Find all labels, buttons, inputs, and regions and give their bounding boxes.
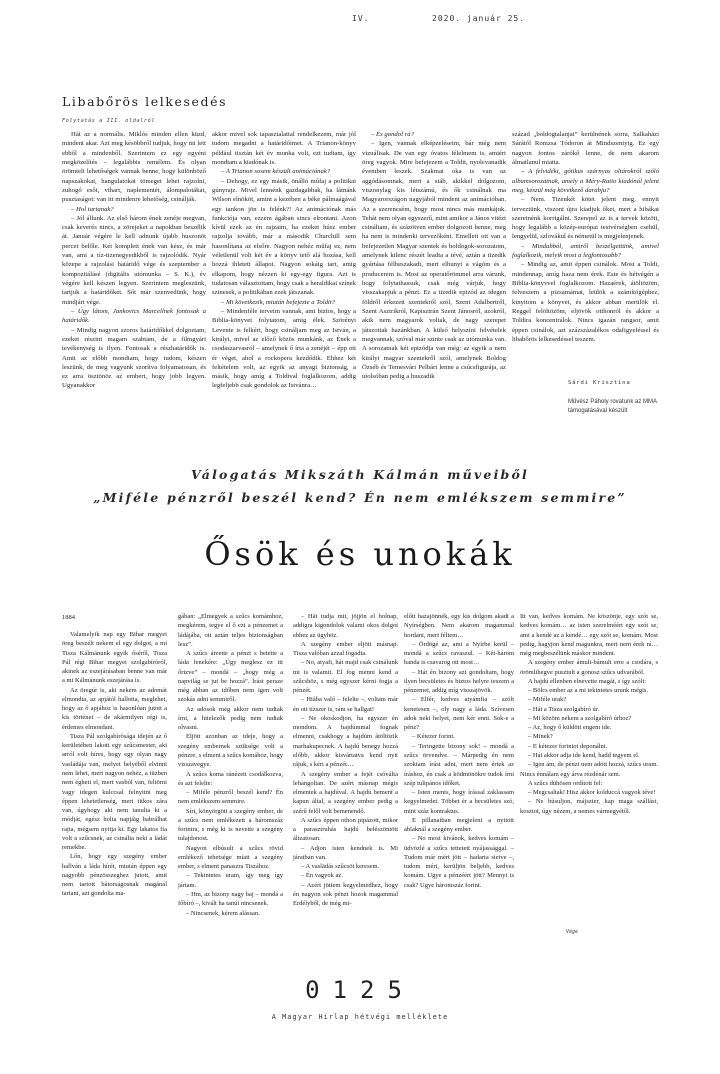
- paragraph: A szegény ember a fejét csóválta lehangoltan. De azért másnap mégis elmentek a hajdúval. A hajdú bement a kapun által, a szegény ember pedig a szérű felől volt bemenendő.: [293, 770, 398, 815]
- paragraph: A szűcs éppen othon pipázott, mikor a parasztruhás hajdú belészöntött álizatosan.: [293, 816, 398, 843]
- page-number-header: IV.: [352, 14, 370, 23]
- paragraph: – Dehogy, ez egy másik, önálló műfaj a politikai gúnyrajz. Mivel lennénk gazdagabbak, ha látnánk Wilson elnököt, amint a kezében a béke pálmaágával egy tankon jön is felénk?! Az animációnak más funkciója van, ezzem ágában sincs elrontani. Azon kívül ezek az én rajzaim, ha ezeket húsz ember rajzolja tovább, már a második Churchill sem hasonlítana az elsőre. Nagyon nehéz műfaj ez, nem véletlenül volt két év a könyv tető alá hozása, kell hozzá ihletett állapot. Nagyon sokáig tart, amig elkapom, hogy nézzen ki egy-egy figura. Azt is tudatosan választottam, hogy csak a heraldikai színek szinesek, a politikában ezek játszanak.: [212, 177, 356, 297]
- supplement-name: A Magyar Hírlap hétvégi melléklete: [271, 1013, 449, 1021]
- paragraph: – Úgy látom, Jankovics Marcellnek fontosak a határidők.: [62, 307, 206, 325]
- paragraph: Sírt, könyörgött a szegény ember, de a szűcs nem emlékezett a háromszáz forintra, s még ki is nevette a szegény tulajdonost.: [178, 807, 283, 843]
- page-number: 0125: [305, 976, 415, 1004]
- story-title: Ősök és unokák: [204, 535, 516, 573]
- paragraph: Tisza Pál szolgabírósága idején az ő kerületében lakott egy szűcsmester, aki arról volt híres, hogy egy olyan nagy vasládája van, melyet helyéből elvinni nem lehet, mert nagyon nehéz, a tüzben nem égheti el, mert vasból van, feltörni vagy idegen kulccsal felnyitni meg éppen lehetetlenség, mert titkos zára van, úgyhogy aki nem tanulta ki a módját, egész holta napjáig babrálhat rajta, mégsem nyitja ki. Egy lakatos fia volt a szűcsnek, az csinálta neki a ládát remekbe.: [62, 732, 167, 852]
- paragraph: – Ördögé az, ami a Nyírbe kerül – mondá a szűcs ravaszul. – Két-három banda is csavarog ott most…: [404, 640, 514, 667]
- paragraph: A szegény ember ámult-bámult erre a csodára, s örömlihegve pusztult a gonosz szűcs udvarából.: [520, 659, 658, 676]
- paragraph: – Tekintetes uram, így meg így jártam.: [178, 872, 283, 889]
- paragraph: – Hm, az bizony nagy baj – mondá a főbíró –, kivált ha tanúi nincsenek.: [178, 890, 283, 908]
- issue-date: 2020. január 25.: [432, 14, 526, 23]
- paragraph: – Igen ám, de pénzt nem adott hozzá, szűcs uram. Nincs énnálam egy árva rézdénár sem.: [520, 761, 658, 778]
- continuation-note: Folytatás a III. oldalról: [62, 118, 156, 124]
- story-year: 1884: [62, 614, 75, 621]
- paragraph: – Teringette bizony sok! – mondá a szűcs örvendve. – Márpedig én nem szoktam írást adni, mert nem értek az íráshoz, én csak a ködmönökre tudok írni szép tulipános ídőket.: [404, 742, 514, 787]
- paragraph: – Az, hogy ő küldött engem ide.: [528, 724, 612, 732]
- paragraph: Eljött azonban az ideje, hogy a szegény embernek szüksége volt a pénzre, s elment a szűcs komához, hogy visszavegye.: [178, 733, 283, 769]
- paragraph: – Ne okoskodjon, ha egyszer én mondom. A hajdúmmal fognak elmenni, csakhogy a hajdúm átöltözik marhakupecnek. A hajdú benegy hozzá előbb, akkor kisvártatva kend nyit rájuk, s kéri a pénzét…: [293, 714, 398, 769]
- paragraph: Az öregúr is, aki nekem az adomát elmondta, az apjától hallotta, meglehet, hogy az ő apjához is hasonlóan jutott a kis történet – de akármilyen régi is, érdemes elmondani.: [62, 686, 167, 731]
- paragraph: A szűcs dühösen ordított fel:: [528, 779, 603, 787]
- article-column: [512, 130, 659, 375]
- paragraph: A szűcs átvette a pénzt s betette a láda fenekére: „Úgy meglesz ez itt őrizve” – mondá – „hogy még a napvilág se jut be hozzá”. Írást persze még abban az időben nem igen volt szokás adni semmiről.: [178, 650, 283, 704]
- paragraph: előtt hazajönnék, egy kis dolgom akadt a Nyírségben. Nem akarom magammal hordani, mert féltem…: [404, 613, 514, 639]
- story-end-signature: Vége: [566, 929, 579, 935]
- paragraph: – Mindenféle terveim vannak, ami biztos, hogy a Biblia-könyvet folytatom, amig élek. Szörényi Levente is felkért, hogy csináljam meg az István, a királyt, mivel az előző közös munkánk, az Ének a csodaszarvasról – amelynek ő írta a zenéjét – épp ott ér véget, ahol a rockopera kezdődik. Ehhez két feltételem volt, az egyik az anyagi biztonság, a másik, hogy amíg a Toldival foglalkozom, addig legfeljebb csak gondolok az Istvánra…: [212, 307, 356, 390]
- paragraph: – És gondol rá?: [371, 131, 414, 138]
- paragraph: – Mi következik, miután befejezte a Toldit?: [221, 298, 335, 306]
- paragraph: – Hát én bizony azt gondoltam, hogy ilyen becsületes és biztos helyre teszem a pénzemet, addig míg visszajövök.: [404, 668, 514, 695]
- paragraph: A szűcs koma ránézett csodálkozva, és azt felelte:: [178, 770, 283, 787]
- credit-line: Művész Páholy rovatunk az MMA támogatásával készült: [568, 399, 657, 414]
- paragraph: – Mindig nagyon szoros határidőkkel dolgoztam, ezeket részint magam szabtam, de a filmgyári tevékenység is ilyen. Fontosak a részhatáridők is. Amit az előbb mondtam, hogy tudom, készen leszünk, de meg vagyunk szorítva folyamatosan, és ez arra ösztönöz az embert, hogy jobb legyen. Ugyanakkor: [62, 326, 206, 390]
- paragraph: – Minek?: [528, 733, 553, 741]
- paragraph: – Adjon isten kendnek is. Mi járatban van.: [293, 844, 398, 861]
- paragraph: akkor mivel sok tapasztalattal rendelkezem, már jól tudom megadni a határidőimet. A Trianon-könyv például tisztán két év munka volt, ezt tudtam, így mondtam a kiadónak is.: [212, 131, 356, 166]
- paragraph: – Én vagyok az.: [301, 872, 343, 880]
- author-name: Sárdi Krisztina: [568, 380, 631, 386]
- paragraph: – A felvidéki, gótikus szárnyas oltárokról szóló albumsorozatnak, amely a Méry-Ratio kiadónál jelent meg, készül még következő darabja?: [512, 168, 659, 194]
- story-column: [404, 612, 514, 942]
- paragraph: Lőn, hogy egy szegény ember hallván a láda hírét, miután éppen egy nagyobb pénzösszeghez jutott, amit nem tartott bátorságosnak magánál tartani, azt gondolta ma-: [62, 853, 167, 898]
- paragraph: Az adósok még akkor nem tudtak írni, a hitelezők pedig nem tudtak olvasni.: [178, 705, 283, 732]
- paragraph: Valamelyik nap egy Bihar megyei öreg beszélt nekem el egy dolgot, a mi Tisza Kálmánunk egyik őséről, Tisza Pál régi Bihar megyei szolgabíróról, akinek az eszejárásaban benne van már a mi Kálmánunk eszejárása is.: [62, 631, 167, 685]
- paragraph: – Azért jöttem kegyelmedhez, hogy én nagyon sok pénzt hozok magammal Erdélyből, de még mi-: [293, 881, 398, 908]
- story-column: [62, 630, 167, 942]
- paragraph: gában: „Elmegyek a szűcs komámhoz, megkérem, tegye el ő ezt a pénzemet a ládájába, ott aztán teljes biztonságban lesz”.: [178, 613, 283, 648]
- story-column: [520, 612, 658, 924]
- paragraph: – No, atyafi, hát majd csak csinálunk mi is valamit. El fog menni kend a szűcshöz, s még egyszer kérni fogja a pénzét.: [293, 659, 398, 695]
- series-title: Válogatás Mikszáth Kálmán műveiből: [191, 467, 529, 482]
- paragraph: – Mi közöm nekem a szolgabíró úrhoz?: [528, 714, 632, 722]
- article-column: [212, 130, 356, 390]
- paragraph: – Hát akkor adja ide kend, hadd tegyem el.: [528, 751, 640, 759]
- story-column: [178, 612, 283, 942]
- paragraph: – A Trianon sosem készült animációnak?: [221, 168, 331, 176]
- paragraph: – Miféle urak?: [528, 696, 567, 704]
- paragraph: Hát az a normális. Miklós minden ellen küzd, mindent akar. Azt meg késöbbről tudjuk, hogy mi lett ebből a mindenből. Szerintem ez egy egyéni megközelítés – legalábbis remélem. És olyan örömteli lehetőségek vannak benne, hogy különböző napszakokat, hangulatokat tömeget lehet rajzolni, zuhogó esőt, vihart, naplementét, álompalotákat, pusztaságot: van itt mindenre lehetőség, csinálják.: [62, 131, 206, 204]
- paragraph: – Hiába való – felelte –, voltam már én ott tízszer is, rám se hallgat!: [293, 696, 398, 713]
- series-subtitle: „Miféle pénzről beszél kend? Én nem emlékszem semmire”: [93, 490, 627, 505]
- paragraph: – Nem. Tizenkét kötet jelent meg, ennyit terveztünk, viszont újra kiadjuk őket, mert a hibákat szeretnénk korrigálni. Szerepel az is a tervek között, hogy legalább a közép-európai testvérségben csehül, lengyelül, szlovákul és németül is megjelenjenek.: [512, 196, 659, 241]
- paragraph: – Elfér, kedves atyámfia – szólt kenetesen –, oly nagy a láda. Szívesen adok neki helyet, nem kér enni. Sok-e a pénz?: [404, 696, 514, 732]
- paragraph: A szegény ember eljött másnap. Tisza valóban azzal fogadta.: [293, 640, 398, 658]
- paragraph: – Hol tartanak?: [71, 205, 114, 213]
- story-column: [293, 612, 398, 942]
- paragraph: – Isten ments, hogy írással zaklassam kegyelmedet. Többet ér a becsületes szó, mint száz kontraktus.: [404, 789, 514, 815]
- paragraph: – Mindig az, amit éppen csinálok. Most a Toldi, mindennap, amíg hazа nem érek. Este és hétvégén a Biblia-könyvvel foglalkozom. Hazaérek, átöltözöm, felveszem a pizsamámat, leülök a számítógéphez, kinyitom a könyvet, és akkor abban merülök el. Reggel felöltözöm, eljövök otthonról és akkor a Toldira koncentrálok. Nincs igazán rangsor, amit éppen csinálok, azt százszázalékos odafigyeléssel és libabőrös lelkesedéssel teszem.: [512, 261, 659, 343]
- paragraph: – Igen, vannak elképzeléseim, bár még nem vizuálisak. De van egy óvatos félelmem is, amiért öreg vagyok. Mire befejezem a Toldit, nyolcvanadik évemben leszek. Szakmai oka is van az aggódásomnak, mert a stáb, akikkel dolgozom, viszonylag kis létszámú, és ők csinálnak ma Magyarországon nagyjából mindent az animációban. Az a szerencsém, hogy most nincs más munkájuk. Tehát nem olyan egyszerű, mint amikor a János vitézt csináltam, és százötven ember dolgozott benne, meg ha nem is mindenki tervezőként. Emellett ott van a befejezetlen Magyar szentek és boldogok-sorozatom, amelynek kilenc részét leadta a tévé, aztán a tizedik gyártása félbeszakadt, mert elhunyt a vágóm és a producerem is. Most az operatőrömmel arra várunk, hogy folytathassuk, csak még várjuk, hogy visszakapjuk a pénzt. Ez a tizedik epizód az idegen földről érkezett szentekről szól, Szent Adalbertről, Szent Asztrikról, Kapisztrán Szent Jánosról, azokról, akik nem magyarok voltak, de nagy szerepet játszottak hazánkban. A külső helyszíni felvételek megvannak, szóval már szinte csak az utómunka van. A sorozatnak két epizódja van még: az egyik a nem királyi magyar szentekről szól, amelynek Boldog Özséb és Temesvári Pelbárt lenne a csúcsfigurája, az utolsóban pedig a huszadik: [362, 140, 506, 381]
- paragraph: Nagyon elbúsult a szűcs rövid emlékező tehetsége miatt a szegény ember, s elment panaszra Tiszához.: [178, 844, 283, 871]
- paragraph: A hajdú ellenben elnevette magát, s így szólt:: [528, 677, 647, 685]
- paragraph: – Megcsaltak! Hisz akkor kolduссá vagyok téve!: [528, 789, 656, 797]
- paragraph: – Jól állunk. Az első három ének zenéje megvan, csak keverés nincs, a zörejeket a napokban beszélik át. Január végére le kell adnunk újabb huszonöt percet belőle. Két komplett ének van kész, és már van, ami a tíz-tizenegyedikből is rajzolódik. Nyár közepe a rajzolási határidő vége és szeptember a kompozitálásé (digitális utómunka – S. K.), év végére kell készen legyen. Szerintem megleszünk, tartjuk a határidőket. Sőt már szenvedünk, hogy mindjárt vége.: [62, 214, 206, 306]
- paragraph: – Hát a Tisza szolgabíró úr.: [528, 705, 600, 713]
- article-column: [362, 130, 506, 390]
- paragraph: – Nincsenek, kérem alássan.: [186, 909, 260, 917]
- paragraph: – Mindabból, amiről beszélgettünk, amivel foglalkozik, melyik most a legfontosabb?: [512, 242, 659, 260]
- article-column: [62, 130, 206, 390]
- paragraph: E pillanatban megjelent a nyitott ablaknál a szegény ember.: [404, 816, 514, 834]
- paragraph: – Kétezer forint.: [412, 733, 455, 741]
- paragraph: – Hát tudja mit, jöjjön el holnap, addigra kigondolok valami okos dolgot ebhez az ügyhöz.: [293, 613, 398, 639]
- paragraph: század „boldogtalanjai” kerülnének sorra, Salkaházi Sárától Romzsa Tódoron át Mindszentyig. Ez egy nagyon fontos zárókő lenne, de nem akarom álmatlanul miatta.: [512, 131, 659, 166]
- article-title: Libabőrös lelkesedés: [62, 94, 228, 109]
- paragraph: – A vaslädás szűcsöt keresem.: [301, 863, 380, 871]
- paragraph: – Bölcs ember az a mi tekintetes urunk mégis.: [528, 687, 649, 695]
- paragraph: – Ne búsuljon, májszter, kap maga szállást, kosztot, úgy nézem, a nemes vármegyétől.: [520, 798, 658, 815]
- paragraph: – No most kivánok, kedves komám – üdvözlé a szűcs tettetett nyájassággal. – Tudom már mért jött – hadarta sietve –, tudom mért, kerüljön beljebb, kedves komám. Ugye a pénzéért jött? Mennyi is csak? Ugye háromszáz forint.: [404, 835, 514, 889]
- paragraph: – Miféle pénzről beszél kend? Én nem emlékszem semmire.: [178, 789, 283, 806]
- paragraph: – E kétezer forintot deponálni.: [528, 742, 608, 750]
- paragraph: Itt van, kedves komám. Ne köszönje, egy szót se, kedves komám… az isten szerelméért egy szót se, ami a kendé az a kendé… egy szót se, komám. Most pedig, hagyjon kend magunkra, mert nem érek rá… még megbeszélünk máskor mindent.: [520, 613, 658, 658]
